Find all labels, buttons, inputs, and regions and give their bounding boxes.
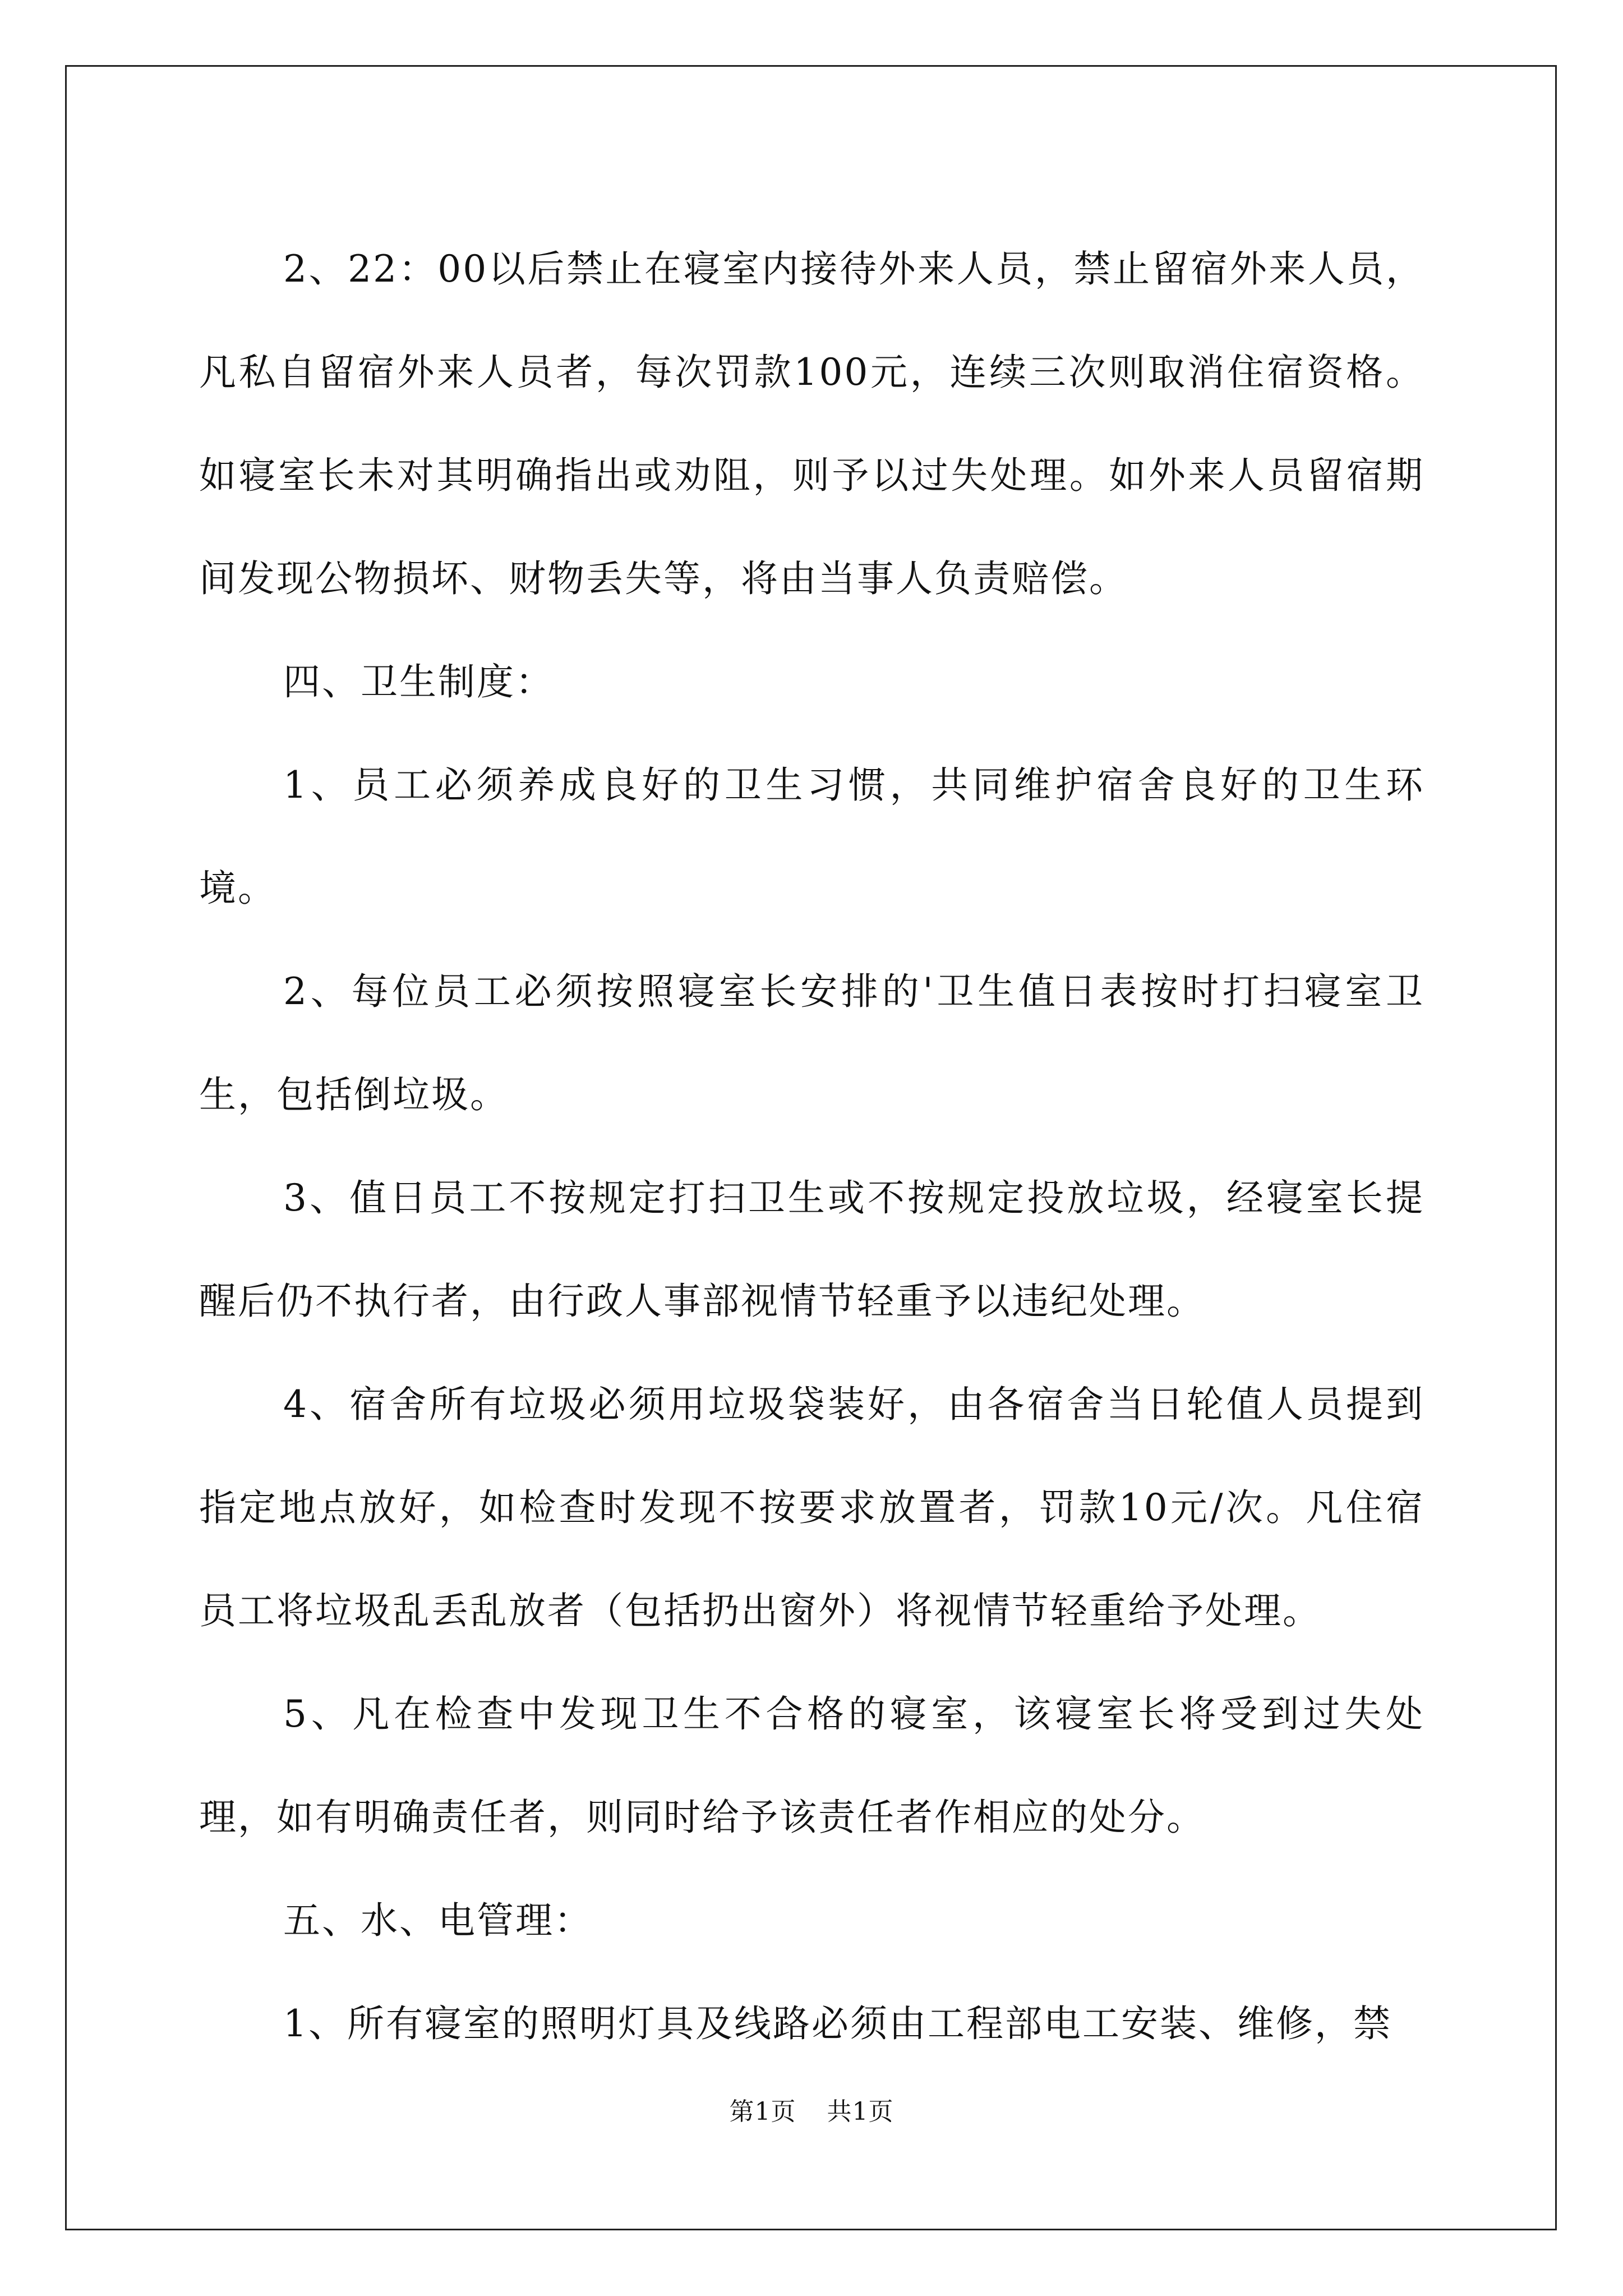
page-footer: [0, 2095, 1623, 2129]
paragraph-hygiene-1: 1、员工必须养成良好的卫生习惯，共同维护宿舍良好的卫生环境。: [199, 763, 1424, 910]
paragraph-hygiene-3: 3、值日员工不按规定打扫卫生或不按规定投放垃圾，经寝室长提醒后仍不执行者，由行政人事部视情节轻重予以违纪处理。: [199, 1176, 1424, 1323]
paragraph-hygiene-5: 5、凡在检查中发现卫生不合格的寝室，该寝室长将受到过失处理，如有明确责任者，则同时给予该责任者作相应的处分。: [199, 1692, 1424, 1839]
document-body: [199, 218, 1424, 2076]
paragraph-utilities-1: 1、所有寝室的照明灯具及线路必须由工程部电工安装、维修，禁: [283, 2002, 1392, 2045]
section-heading-hygiene: 四、卫生制度：: [283, 660, 554, 703]
paragraph-hygiene-2: 2、每位员工必须按照寝室长安排的'卫生值日表按时打扫寝室卫生，包括倒垃圾。: [199, 970, 1424, 1116]
page-number: 第1页: [729, 2097, 796, 2126]
paragraph-hygiene-4: 4、宿舍所有垃圾必须用垃圾袋装好，由各宿舍当日轮值人员提到指定地点放好，如检查时发现不按要求放置者，罚款10元/次。凡住宿员工将垃圾乱丢乱放者（包括扔出窗外）将视情节轻重给予处理。: [199, 1383, 1424, 1632]
paragraph-rule-2-visitors: 2、22：00以后禁止在寝室内接待外来人员，禁止留宿外来人员，凡私自留宿外来人员者，每次罚款100元，连续三次则取消住宿资格。如寝室长未对其明确指出或劝阻，则予以过失处理。如外来人员留宿期间发现公物损坏、财物丢失等，将由当事人负责赔偿。: [199, 247, 1424, 600]
page-total: 共1页: [827, 2097, 894, 2126]
section-heading-utilities: 五、水、电管理：: [283, 1899, 593, 1942]
